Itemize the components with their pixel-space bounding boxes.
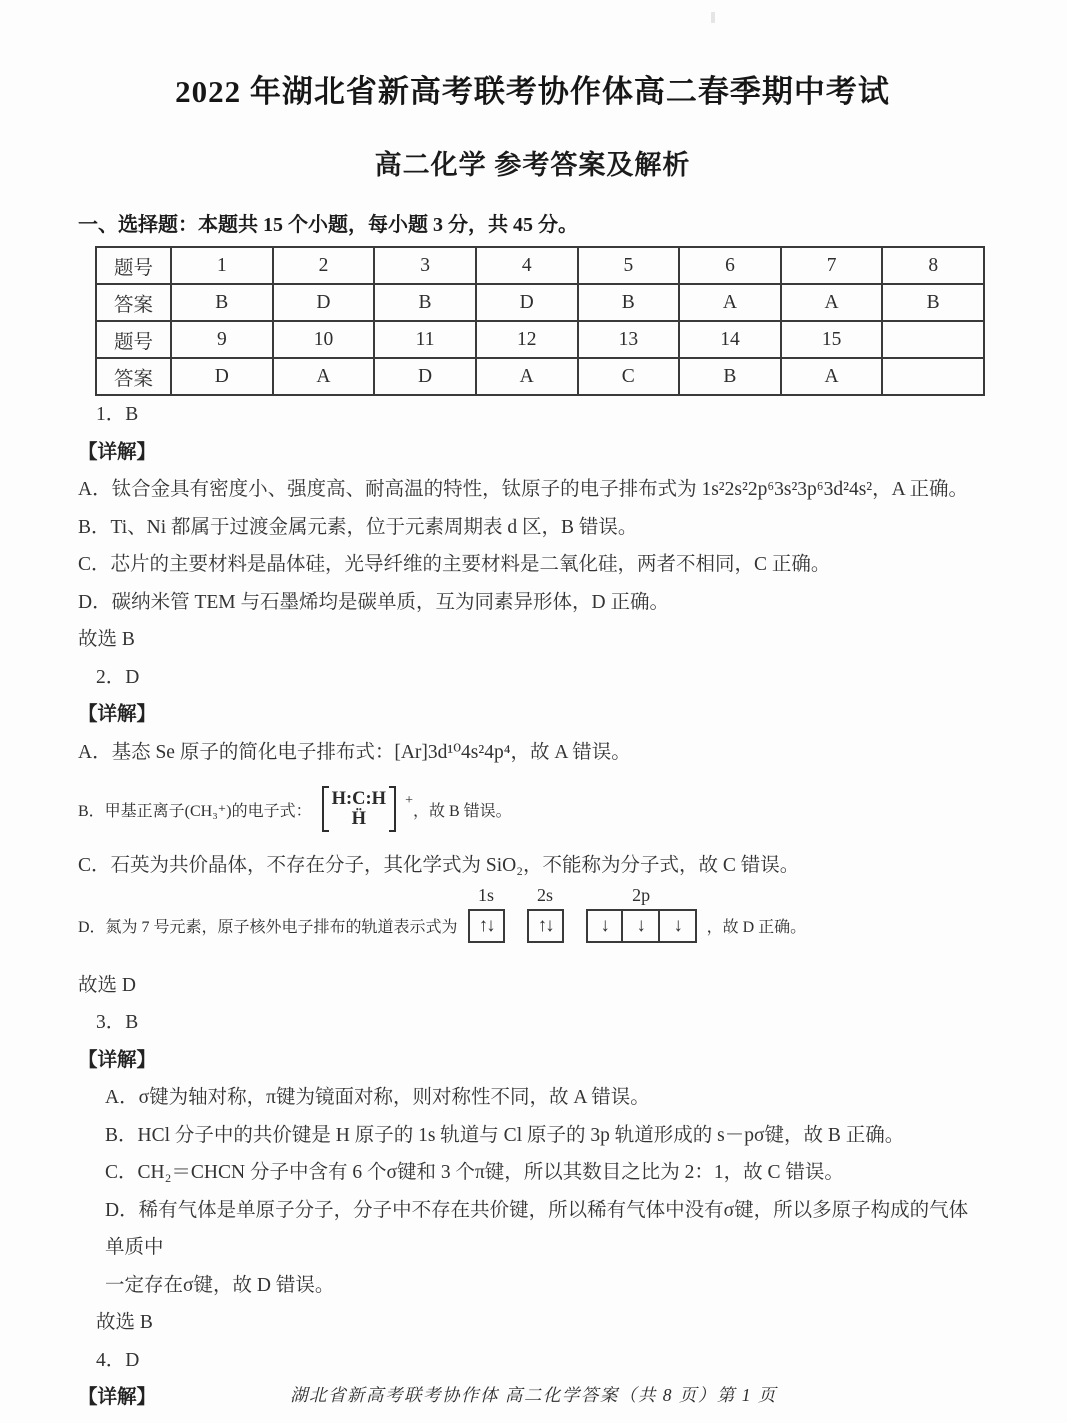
- section-heading: 一、选择题：本题共 15 个小题，每小题 3 分，共 45 分。: [78, 214, 578, 236]
- answer-table: [95, 246, 985, 396]
- q2-option-d-prefix: D．氮为 7 号元素，原子核外电子排布的轨道表示式为: [78, 919, 458, 936]
- orbital-label-1s: 1s: [478, 884, 495, 905]
- answer-table-cell: A: [781, 358, 883, 395]
- answer-table-label-cell: 题号: [96, 247, 171, 284]
- solutions: [78, 396, 987, 1417]
- answer-table-cell: B: [374, 284, 476, 321]
- answer-table-cell: 14: [679, 321, 781, 358]
- answer-table-cell: 8: [882, 247, 984, 284]
- question-3-answer: 3．B: [96, 1012, 139, 1033]
- q3-conclusion: 故选 B: [96, 1312, 153, 1333]
- orbital-label-2p: 2p: [632, 884, 651, 905]
- answer-table-cell: 4: [476, 247, 578, 284]
- formula-bottom-row: Ḧ: [351, 809, 367, 829]
- formula-top-row: H:C:H: [331, 788, 387, 809]
- answer-table-cell: D: [273, 284, 375, 321]
- answer-table-label-cell: 答案: [96, 284, 171, 321]
- orbital-box-2s: ↑↓: [527, 909, 564, 943]
- answer-table-cell: 7: [781, 247, 883, 284]
- answer-table-cell: 11: [374, 321, 476, 358]
- answer-table-cell: D: [476, 284, 578, 321]
- question-4-answer: 4．D: [96, 1349, 140, 1371]
- answer-table-cell: [882, 358, 984, 395]
- answer-table-cell: A: [273, 358, 375, 395]
- q1-option-c: C．芯片的主要材料是晶体硅，光导纤维的主要材料是二氧化硅，两者不相同，C 正确。: [78, 554, 831, 575]
- answer-table-row: [96, 358, 984, 395]
- detail-label: 【详解】: [78, 1387, 157, 1408]
- q2-option-b-prefix: B．甲基正离子(CH₃⁺)的电子式：: [78, 802, 312, 820]
- answer-table-cell: B: [882, 284, 984, 321]
- orbital-box-2p-2: ↓: [623, 909, 660, 943]
- q3-option-a: A．σ键为轴对称，π键为镜面对称，则对称性不同，故 A 错误。: [105, 1087, 650, 1108]
- answer-table-cell: A: [781, 284, 883, 321]
- detail-label: 【详解】: [78, 1049, 157, 1071]
- detail-label: 【详解】: [78, 441, 157, 463]
- orbital-box-2p-3: ↓: [660, 909, 697, 943]
- q2-conclusion: 故选 D: [78, 974, 136, 996]
- orbital-2p: [586, 883, 697, 943]
- answer-table-cell: A: [476, 358, 578, 395]
- answer-table-cell: 9: [171, 321, 273, 358]
- answer-table-cell: B: [171, 284, 273, 321]
- question-1-answer: 1．B: [96, 404, 139, 425]
- answer-key-title: 高二化学 参考答案及解析: [374, 150, 691, 180]
- orbital-diagram: [468, 883, 697, 943]
- scan-artifact: [711, 12, 715, 23]
- answer-table-cell: 6: [679, 247, 781, 284]
- orbital-box-2p-1: ↓: [586, 909, 623, 943]
- page-footer: 湖北省新高考联考协作体 高二化学答案（共 8 页）第 1 页: [290, 1385, 777, 1405]
- q3-option-b: B．HCl 分子中的共价键是 H 原子的 1s 轨道与 Cl 原子的 3p 轨道形成的 s－pσ键，故 B 正确。: [105, 1124, 905, 1146]
- answer-table-row: [96, 321, 984, 358]
- electron-dot-formula-body: [329, 786, 389, 833]
- q3-option-d: D．稀有气体是单原子分子，分子中不存在共价键，所以稀有气体中没有σ键，所以多原子构成的气体单质中: [105, 1199, 969, 1258]
- q2-option-b: [78, 771, 987, 847]
- answer-table-cell: 15: [781, 321, 883, 358]
- left-bracket: [322, 786, 329, 833]
- answer-table-cell: D: [374, 358, 476, 395]
- orbital-label-2s: 2s: [537, 884, 554, 905]
- q1-conclusion: 故选 B: [78, 629, 135, 650]
- answer-table-cell: B: [679, 358, 781, 395]
- orbital-2s: [527, 883, 564, 943]
- answer-table-cell: 5: [578, 247, 680, 284]
- answer-table-cell: 13: [578, 321, 680, 358]
- q2-option-d-suffix: ，故 D 正确。: [706, 919, 807, 936]
- answer-table-cell: 3: [374, 247, 476, 284]
- question-2-answer: 2．D: [96, 666, 140, 688]
- answer-table-cell: C: [578, 358, 680, 395]
- q1-option-d: D．碳纳米管 TEM 与石墨烯均是碳单质，互为同素异形体，D 正确。: [78, 591, 669, 613]
- detail-label: 【详解】: [78, 704, 157, 725]
- q1-option-b: B．Ti、Ni 都属于过渡金属元素，位于元素周期表 d 区，B 错误。: [78, 516, 638, 538]
- answer-table-cell: 12: [476, 321, 578, 358]
- answer-table-cell: 1: [171, 247, 273, 284]
- answer-table-cell: 10: [273, 321, 375, 358]
- q3-option-d-continued: 一定存在σ键，故 D 错误。: [105, 1274, 335, 1296]
- q2-option-d: [78, 885, 987, 967]
- answer-table-cell: B: [578, 284, 680, 321]
- q2-option-a: A．基态 Se 原子的简化电子排布式：[Ar]3d¹⁰4s²4p⁴，故 A 错误。: [78, 741, 631, 763]
- q3-option-c: C．CH₂＝CHCN 分子中含有 6 个σ键和 3 个π键，所以其数目之比为 2：1，故 C 错误。: [105, 1162, 844, 1183]
- q1-option-a: A．钛合金具有密度小、强度高、耐高温的特性，钛原子的电子排布式为 1s²2s²2p⁶3s²3p⁶3d²4s²，A 正确。: [78, 479, 969, 500]
- exam-title: 2022 年湖北省新高考联考协作体高二春季期中考试: [175, 74, 890, 109]
- answer-table-label-cell: 题号: [96, 321, 171, 358]
- right-bracket: [389, 786, 396, 833]
- orbital-1s: [468, 883, 505, 943]
- electron-dot-formula: [322, 786, 396, 833]
- answer-table-cell: A: [679, 284, 781, 321]
- answer-table-label-cell: 答案: [96, 358, 171, 395]
- q2-option-b-suffix: ，故 B 错误。: [412, 802, 512, 820]
- answer-table-row: [96, 284, 984, 321]
- answer-table-cell: [882, 321, 984, 358]
- answer-table-cell: 2: [273, 247, 375, 284]
- answer-table-row: [96, 247, 984, 284]
- q2-option-c: C．石英为共价晶体，不存在分子，其化学式为 SiO₂，不能称为分子式，故 C 错误。: [78, 855, 800, 876]
- answer-table-cell: D: [171, 358, 273, 395]
- page-content: [0, 66, 1067, 1417]
- orbital-box-1s: ↑↓: [468, 909, 505, 943]
- formula-charge: +: [405, 793, 413, 808]
